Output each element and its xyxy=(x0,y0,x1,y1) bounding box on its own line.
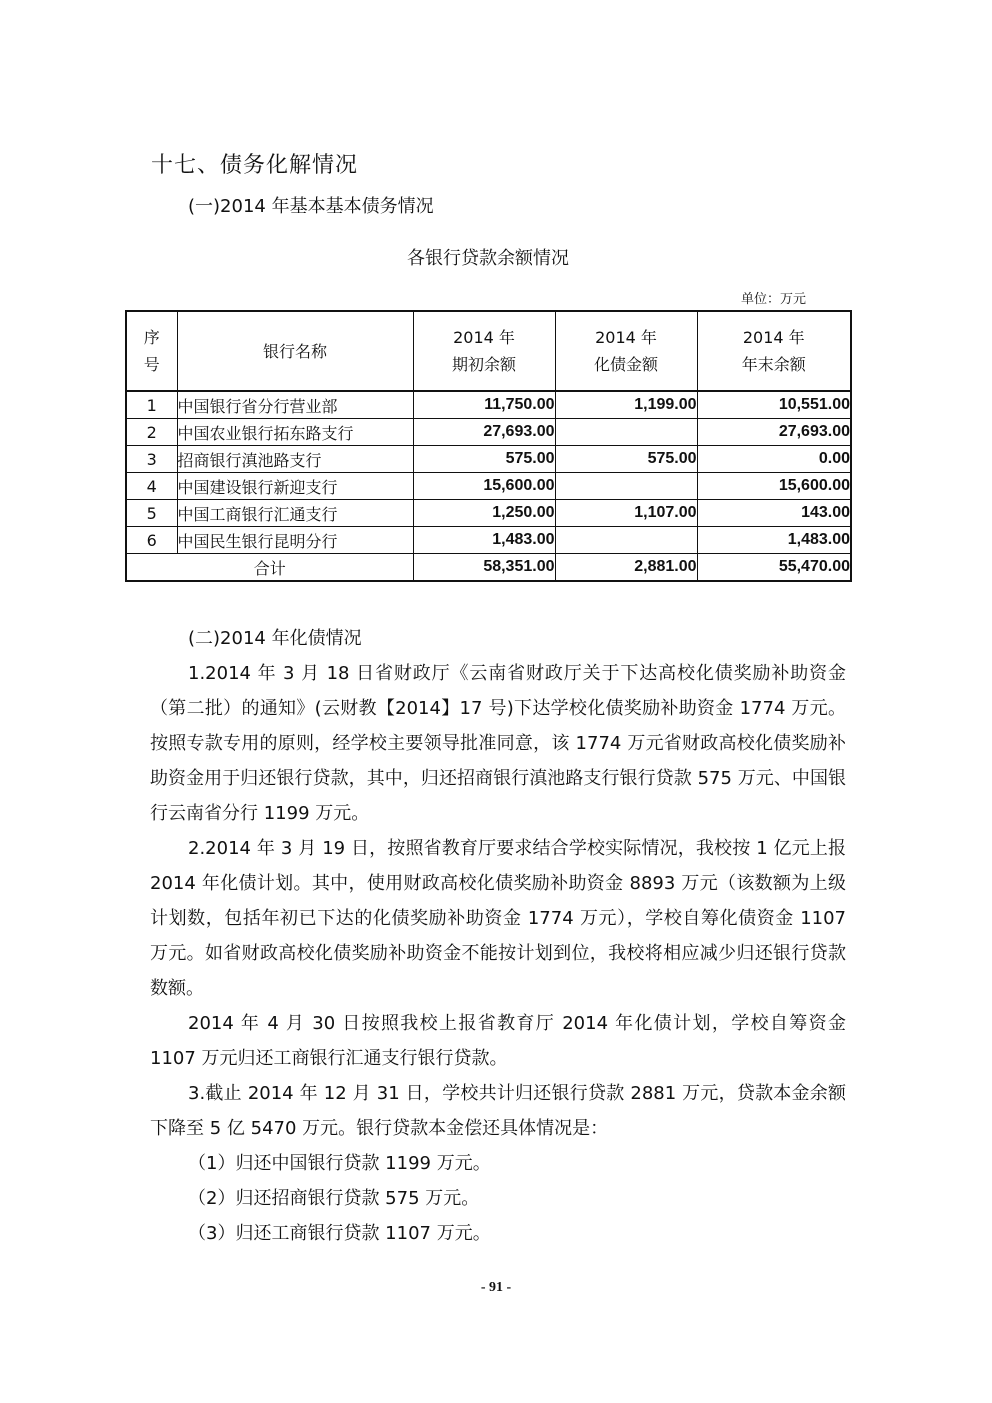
section-heading: 十七、债务化解情况 xyxy=(151,153,359,178)
row-repaid: 1,199.00 xyxy=(555,391,697,419)
table-unit: 单位：万元 xyxy=(741,292,807,307)
table-row xyxy=(126,446,851,473)
header-closing-line1: 2014 年 xyxy=(742,328,805,347)
row-repaid: 575.00 xyxy=(555,446,697,473)
header-seq-line1: 序 xyxy=(143,328,160,347)
table-row xyxy=(126,473,851,500)
paragraph-2: 2.2014 年 3 月 19 日，按照省教育厅要求结合学校实际情况，我校按 1 亿元上报 2014 年化债计划。其中，使用财政高校化债奖励补助资金 8893 万元（该数额为上级计划数，包括年初已下达的化债奖励补助资金 1774 万元），学校自筹化债资金 1107 万元。如省财政高校化债奖励补助资金不能按计划到位，我校将相应减少归还银行贷款数额。 xyxy=(150,838,846,999)
row-bank: 中国农业银行拓东路支行 xyxy=(177,419,413,446)
table-row xyxy=(126,391,851,419)
row-closing: 10,551.00 xyxy=(697,391,851,419)
list-item: （1）归还中国银行贷款 1199 万元。 xyxy=(188,1153,491,1174)
row-closing: 1,483.00 xyxy=(697,527,851,554)
row-bank: 中国工商银行汇通支行 xyxy=(177,500,413,527)
row-no: 3 xyxy=(126,446,177,473)
row-repaid xyxy=(555,473,697,500)
header-closing xyxy=(697,311,851,391)
paragraph-4: 3.截止 2014 年 12 月 31 日，学校共计归还银行贷款 2881 万元，贷款本金余额下降至 5 亿 5470 万元。银行贷款本金偿还具体情况是： xyxy=(150,1083,846,1139)
header-repaid-line2: 化债金额 xyxy=(593,355,658,374)
row-opening: 575.00 xyxy=(413,446,555,473)
table-row xyxy=(126,527,851,554)
row-bank: 中国建设银行新迎支行 xyxy=(177,473,413,500)
table-caption: 各银行贷款余额情况 xyxy=(407,248,569,269)
bank-loan-table xyxy=(125,310,852,582)
paragraph-1: 1.2014 年 3 月 18 日省财政厅《云南省财政厅关于下达高校化债奖励补助资金（第二批）的通知》(云财教【2014】17 号)下达学校化债奖励补助资金 1774 万元。按照专款专用的原则，经学校主要领导批准同意，该 1774 万元省财政高校化债奖励补助资金用于归还银行贷款，其中，归还招商银行滇池路支行银行贷款 575 万元、中国银行云南省分行 1199 万元。 xyxy=(150,663,846,824)
table-header-row xyxy=(126,311,851,391)
row-repaid xyxy=(555,527,697,554)
table-row xyxy=(126,419,851,446)
row-opening: 15,600.00 xyxy=(413,473,555,500)
list-item: （3）归还工商银行贷款 1107 万元。 xyxy=(188,1223,491,1244)
row-opening: 11,750.00 xyxy=(413,391,555,419)
row-opening: 27,693.00 xyxy=(413,419,555,446)
total-row xyxy=(126,554,851,582)
total-opening: 58,351.00 xyxy=(413,554,555,582)
total-repaid: 2,881.00 xyxy=(555,554,697,582)
row-closing: 15,600.00 xyxy=(697,473,851,500)
header-repaid xyxy=(555,311,697,391)
header-repaid-line1: 2014 年 xyxy=(595,328,657,347)
row-no: 6 xyxy=(126,527,177,554)
header-bank: 银行名称 xyxy=(177,311,413,391)
total-label: 合计 xyxy=(126,554,413,582)
header-opening xyxy=(413,311,555,391)
header-opening-line1: 2014 年 xyxy=(453,328,515,347)
row-no: 1 xyxy=(126,391,177,419)
row-closing: 0.00 xyxy=(697,446,851,473)
list-item: （2）归还招商银行贷款 575 万元。 xyxy=(188,1188,480,1209)
row-opening: 1,250.00 xyxy=(413,500,555,527)
row-bank: 招商银行滇池路支行 xyxy=(177,446,413,473)
table-row xyxy=(126,500,851,527)
row-bank: 中国银行省分行营业部 xyxy=(177,391,413,419)
row-closing: 143.00 xyxy=(697,500,851,527)
page-number: - 91 - xyxy=(480,1280,512,1295)
subsection-heading-2: (二)2014 年化债情况 xyxy=(188,628,362,649)
row-repaid: 1,107.00 xyxy=(555,500,697,527)
row-repaid xyxy=(555,419,697,446)
total-closing: 55,470.00 xyxy=(697,554,851,582)
header-seq xyxy=(126,311,177,391)
paragraph-3: 2014 年 4 月 30 日按照我校上报省教育厅 2014 年化债计划，学校自筹资金 1107 万元归还工商银行汇通支行银行贷款。 xyxy=(150,1013,846,1069)
header-closing-line2: 年末余额 xyxy=(741,355,806,374)
row-no: 5 xyxy=(126,500,177,527)
row-no: 4 xyxy=(126,473,177,500)
header-opening-line2: 期初余额 xyxy=(451,355,516,374)
header-seq-line2: 号 xyxy=(143,355,160,374)
row-closing: 27,693.00 xyxy=(697,419,851,446)
subsection-heading-1: (一)2014 年基本基本债务情况 xyxy=(188,196,434,217)
row-bank: 中国民生银行昆明分行 xyxy=(177,527,413,554)
row-opening: 1,483.00 xyxy=(413,527,555,554)
row-no: 2 xyxy=(126,419,177,446)
